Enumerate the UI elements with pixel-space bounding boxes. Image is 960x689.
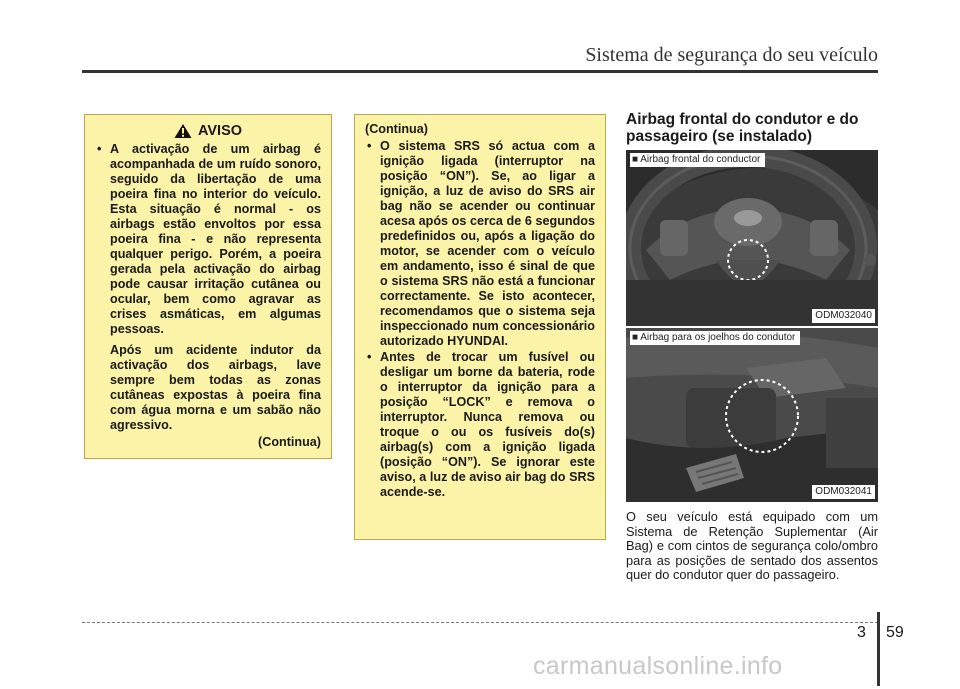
warning-box (84, 114, 332, 459)
continued-start-label: (Continua) (365, 122, 428, 136)
figure-label: ■ Airbag frontal do conductor (630, 153, 765, 167)
warning-title: AVISO (197, 122, 243, 139)
warning-triangle-icon (174, 123, 192, 139)
figure-code: ODM032040 (812, 309, 875, 323)
warning-paragraph: Após um acidente indutor da activação dos airbags, lave sempre bem todas as zonas cutâneas expostas à poeira fina com água morna e um sabão não agressivo. (110, 343, 321, 432)
section-body-text: O seu veículo está equipado com um Sistema de Retenção Suplementar (Air Bag) e com cintos de segurança colo/ombro para as posições de sentado dos assentos quer do condutor quer do passageiro. (626, 509, 878, 583)
warning-bullet: • A activação de um airbag é acompanhada de um ruído sonoro, seguido da libertação de uma poeira fina no interior do veículo. Esta situação é normal - os airbags estão envoltos por essa poeira fina - e não representa qualquer perigo. Porém, a poeira gerada pela activação do airbag pode causar irritação cutânea ou ocular, bem como agravar as crises asmáticas, em algumas pessoas. (95, 142, 321, 337)
fuse-bullet: • Antes de trocar um fusível ou desligar um borne da bateria, rode o interruptor da ignição para a posição “LOCK” e remova o interruptor. Nunca remova ou troque o ou os fusíveis do(s) airbag(s) com a ignição ligada (posição “ON”). Se ignorar este aviso, a luz de aviso air bag do SRS acende-se. (365, 350, 595, 500)
watermark: carmanualsonline.info (533, 652, 783, 680)
section-title: Airbag frontal do condutor e do passageiro (se instalado) (626, 111, 859, 145)
figure-knee-airbag (626, 328, 878, 502)
figure-driver-airbag (626, 150, 878, 326)
footer-vertical-bar (877, 612, 880, 686)
page-header-title: Sistema de segurança do seu veículo (585, 44, 878, 66)
figure-code: ODM032041 (812, 485, 875, 499)
footer-dashed-rule (82, 622, 878, 623)
knee-airbag-illustration (626, 328, 878, 502)
continued-warning-box (354, 114, 606, 540)
continued-label: (Continua) (258, 435, 321, 449)
srs-bullet: • O sistema SRS só actua com a ignição ligada (interruptor na posição “ON”). Se, ao ligar a ignição, a luz de aviso do SRS air bag não se acender ou continuar acesa após os cerca de 6 segundos predefinidos ou, após a ligação do motor, se acender com o veículo em andamento, isso é sinal de que o sistema SRS não está a funcionar correctamente. Se isto acontecer, recomendamos que o sistema seja inspeccionado num concessionário autorizado HYUNDAI. (365, 139, 595, 349)
figure-label: ■ Airbag para os joelhos do condutor (630, 331, 800, 345)
page-number: 59 (886, 624, 904, 641)
header-rule (82, 70, 878, 73)
warning-header (95, 123, 321, 139)
chapter-number: 3 (857, 624, 866, 641)
steering-wheel-illustration (626, 150, 878, 326)
